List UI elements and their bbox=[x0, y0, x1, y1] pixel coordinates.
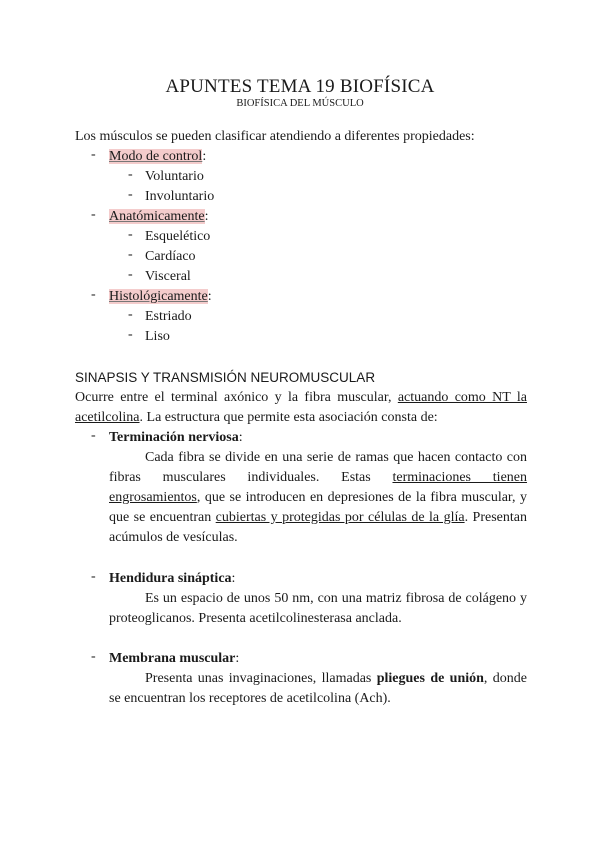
bullet-dash: - bbox=[91, 649, 96, 664]
section-label-hendidura bbox=[109, 569, 235, 589]
group-histologicamente bbox=[109, 287, 212, 307]
colon: : bbox=[204, 209, 209, 224]
section-label: Terminación nerviosa bbox=[109, 430, 239, 445]
colon: : bbox=[238, 430, 243, 445]
section-label-terminacion bbox=[109, 428, 243, 448]
list-item: Visceral bbox=[145, 269, 191, 284]
intro-underlined: actuando como NT la acetilcolina bbox=[75, 390, 527, 425]
intro-text: . La estructura que permite esta asociación consta de: bbox=[139, 410, 438, 425]
bullet-dash: - bbox=[91, 428, 96, 443]
list-item: Cardíaco bbox=[145, 249, 196, 264]
group-label: Histológicamente bbox=[109, 289, 208, 304]
bullet-dash: - bbox=[91, 207, 96, 222]
classification-intro: Los músculos se pueden clasificar atendiendo a diferentes propiedades: bbox=[75, 129, 475, 144]
section-label: Hendidura sináptica bbox=[109, 571, 232, 586]
bullet-dash: - bbox=[128, 307, 133, 322]
body-text: . Presentan acúmulos de vesículas. bbox=[109, 510, 527, 545]
body-text: , donde se encuentran los receptores de acetilcolina (Ach). bbox=[109, 671, 527, 706]
group-anatomicamente bbox=[109, 207, 209, 227]
body-text: Cada fibra se divide en una serie de ramas que hacen contacto con fibras musculares individuales. Estas bbox=[109, 450, 527, 485]
body-underlined: terminaciones tienen engrosamientos bbox=[109, 470, 528, 505]
section-label-membrana bbox=[109, 649, 239, 669]
bullet-dash: - bbox=[128, 187, 133, 202]
list-item: Involuntario bbox=[145, 189, 215, 204]
page-subtitle: BIOFÍSICA DEL MÚSCULO bbox=[236, 98, 364, 109]
body-underlined: cubiertas y protegidas por células de la glía bbox=[215, 510, 465, 525]
list-item: Estriado bbox=[145, 309, 192, 324]
colon: : bbox=[235, 651, 240, 666]
body-text: , que se introducen en depresiones de la fibra muscular, y que se encuentran bbox=[109, 490, 527, 525]
body-bold: pliegues de unión bbox=[376, 671, 484, 686]
section-body-terminacion bbox=[109, 448, 527, 548]
list-item: Esquelético bbox=[145, 229, 211, 244]
bullet-dash: - bbox=[128, 247, 133, 262]
intro-text: Ocurre entre el terminal axónico y la fibra muscular, bbox=[75, 390, 398, 405]
section-heading: SINAPSIS Y TRANSMISIÓN NEUROMUSCULAR bbox=[75, 370, 376, 385]
list-item: Voluntario bbox=[145, 169, 204, 184]
bullet-dash: - bbox=[128, 327, 133, 342]
group-modo-control bbox=[109, 147, 206, 167]
colon: : bbox=[231, 571, 236, 586]
section-body-membrana bbox=[109, 669, 527, 709]
body-text: Presenta unas invaginaciones, llamadas bbox=[145, 671, 377, 686]
bullet-dash: - bbox=[91, 287, 96, 302]
bullet-dash: - bbox=[128, 267, 133, 282]
colon: : bbox=[207, 289, 212, 304]
bullet-dash: - bbox=[128, 227, 133, 242]
synapse-intro bbox=[75, 388, 527, 428]
bullet-dash: - bbox=[91, 147, 96, 162]
bullet-dash: - bbox=[91, 569, 96, 584]
section-body-hendidura: Es un espacio de unos 50 nm, con una matriz fibrosa de colágeno y proteoglicanos. Presenta acetilcolinesterasa anclada. bbox=[109, 591, 527, 626]
list-item: Liso bbox=[145, 329, 170, 344]
group-label: Modo de control bbox=[109, 149, 203, 164]
colon: : bbox=[202, 149, 207, 164]
group-label: Anatómicamente bbox=[109, 209, 205, 224]
bullet-dash: - bbox=[128, 167, 133, 182]
section-label: Membrana muscular bbox=[109, 651, 236, 666]
page-title: APUNTES TEMA 19 BIOFÍSICA bbox=[165, 76, 435, 97]
